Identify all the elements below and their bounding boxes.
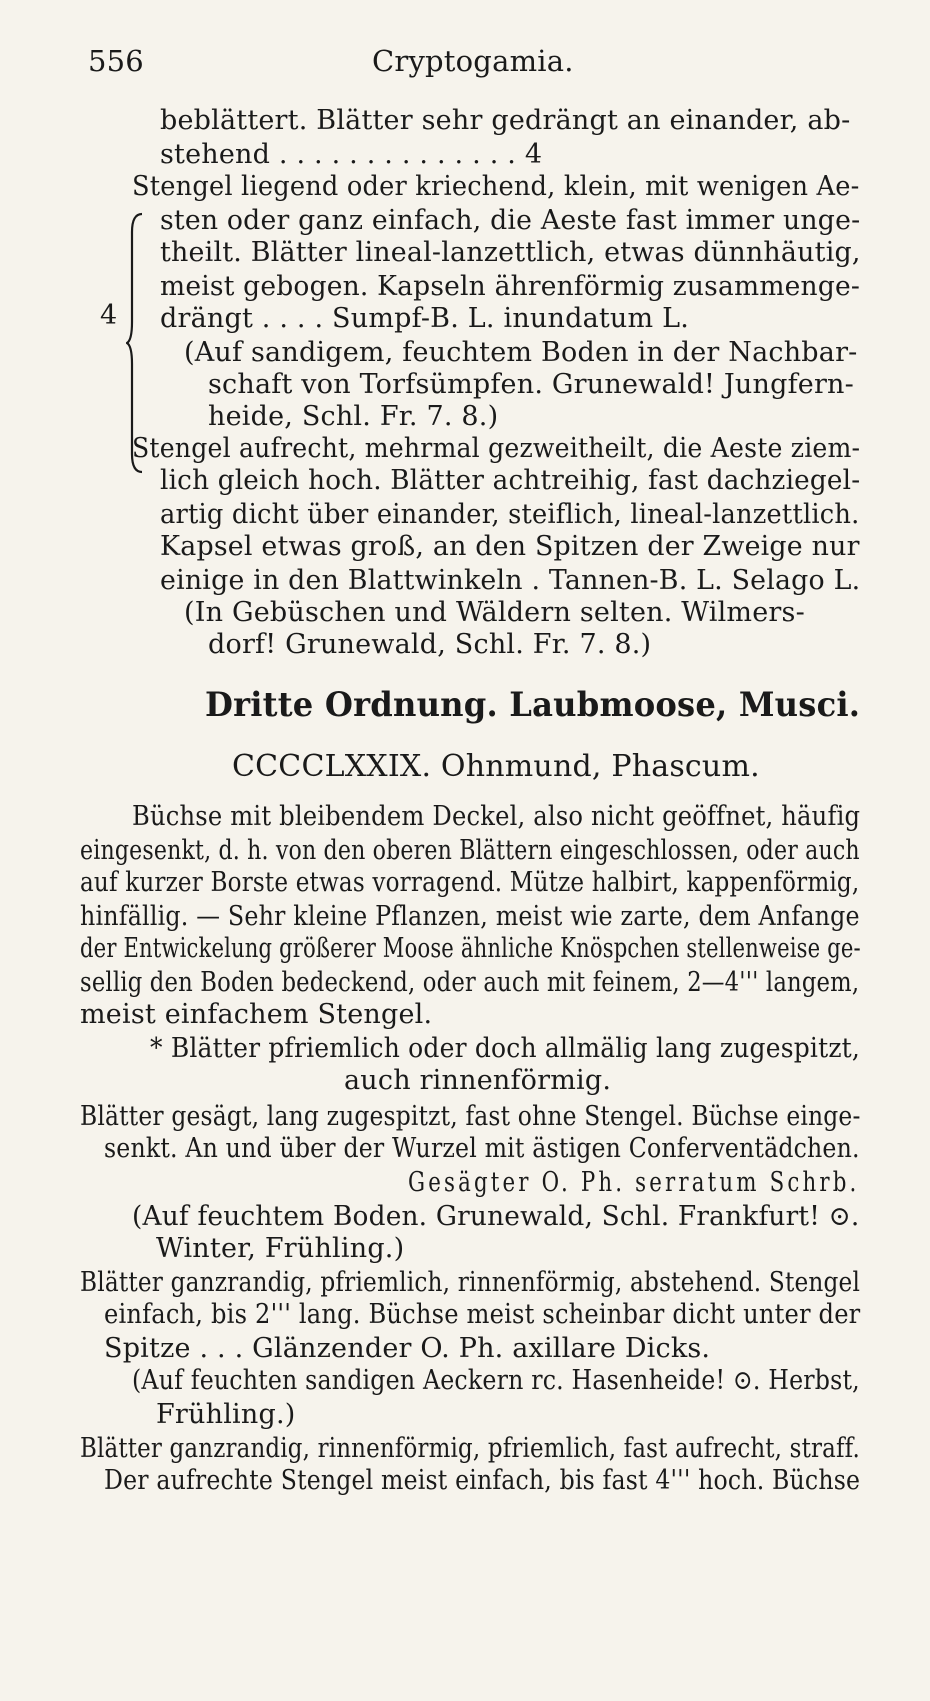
section-star-line-2: auch rinnenförmig.: [344, 1065, 612, 1096]
key-line-8: (Auf sandigem, feuchtem Boden in der Nachbar-: [184, 337, 858, 368]
genus-desc-line-3: auf kurzer Borste etwas vorragend. Mütze halbirt, kappenförmig,: [80, 867, 860, 898]
key-line-4: sten oder ganz einfach, die Aeste fast immer unge-: [160, 205, 861, 236]
key-line-2: stehend . . . . . . . . . . . . . . 4: [160, 139, 543, 170]
key-line-3: Stengel liegend oder kriechend, klein, mit wenigen Ae-: [132, 171, 860, 202]
page-number: 556: [88, 44, 144, 78]
axillare-line-1: Blätter ganzrandig, pfriemlich, rinnenförmig, abstehend. Stengel: [80, 1267, 861, 1298]
key-line-16: (In Gebüschen und Wäldern selten. Wilmers-: [184, 597, 805, 628]
serratum-line-1: Blätter gesägt, lang zugespitzt, fast ohne Stengel. Büchse einge-: [80, 1101, 861, 1132]
last-species-line-2: Der aufrechte Stengel meist einfach, bis fast 4''' hoch. Büchse: [104, 1465, 861, 1496]
running-title: Cryptogamia.: [372, 44, 574, 78]
axillare-line-4: (Auf feuchten sandigen Aeckern rc. Hasenheide! ⊙. Herbst,: [132, 1365, 860, 1396]
genus-heading: CCCCLXXIX. Ohnmund, Phascum.: [232, 749, 760, 784]
last-species-line-1: Blätter ganzrandig, rinnenförmig, pfriemlich, fast aufrecht, straff.: [80, 1433, 860, 1464]
axillare-line-5: Frühling.): [156, 1399, 296, 1430]
key-line-7: drängt . . . . Sumpf-B. L. inundatum L.: [160, 303, 690, 334]
key-line-17: dorf! Grunewald, Schl. Fr. 7. 8.): [208, 629, 652, 660]
genus-desc-line-6: sellig den Boden bedeckend, oder auch mit feinem, 2—4''' langem,: [80, 967, 860, 998]
key-line-5: theilt. Blätter lineal-lanzettlich, etwas dünnhäutig,: [160, 237, 861, 268]
key-line-6: meist gebogen. Kapseln ährenförmig zusammenge-: [160, 271, 861, 302]
key-line-12: lich gleich hoch. Blätter achtreihig, fast dachziegel-: [160, 465, 861, 496]
serratum-line-5: Winter, Frühling.): [156, 1233, 405, 1264]
serratum-name: Gesägter O. Ph. serratum Schrb.: [408, 1167, 860, 1198]
order-heading: Dritte Ordnung. Laubmoose, Musci.: [205, 685, 861, 725]
key-line-14: Kapsel etwas groß, an den Spitzen der Zweige nur: [160, 531, 860, 562]
key-line-10: heide, Schl. Fr. 7. 8.): [208, 401, 499, 432]
key-line-15: einige in den Blattwinkeln . Tannen-B. L. Selago L.: [160, 565, 861, 596]
section-star-line-1: * Blätter pfriemlich oder doch allmälig lang zugespitzt,: [150, 1033, 861, 1064]
key-line-1: beblättert. Blätter sehr gedrängt an einander, ab-: [160, 105, 851, 136]
genus-desc-line-2: eingesenkt, d. h. von den oberen Blättern eingeschlossen, oder auch: [80, 835, 860, 866]
key-line-9: schaft von Torfsümpfen. Grunewald! Jungfern-: [208, 369, 854, 400]
axillare-line-2: einfach, bis 2''' lang. Büchse meist scheinbar dicht unter der: [104, 1299, 861, 1330]
genus-desc-line-4: hinfällig. — Sehr kleine Pflanzen, meist wie zarte, dem Anfange: [80, 901, 860, 932]
key-line-13: artig dicht über einander, steiflich, lineal-lanzettlich.: [160, 499, 860, 530]
serratum-line-2: senkt. An und über der Wurzel mit ästigen Conferventädchen.: [104, 1133, 860, 1164]
key-line-11: Stengel aufrecht, mehrmal gezweitheilt, die Aeste ziem-: [132, 433, 861, 464]
genus-desc-line-1: Büchse mit bleibendem Deckel, also nicht geöffnet, häufig: [132, 801, 861, 832]
genus-desc-line-5: der Entwickelung größerer Moose ähnliche Knöspchen stellenweise ge-: [80, 933, 861, 964]
curly-brace-icon: [126, 212, 144, 474]
axillare-name: Spitze . . . Glänzender O. Ph. axillare Dicks.: [104, 1333, 711, 1364]
serratum-line-4: (Auf feuchtem Boden. Grunewald, Schl. Frankfurt! ⊙.: [132, 1201, 860, 1232]
genus-desc-line-7: meist einfachem Stengel.: [80, 999, 433, 1030]
brace-number: 4: [100, 300, 118, 331]
